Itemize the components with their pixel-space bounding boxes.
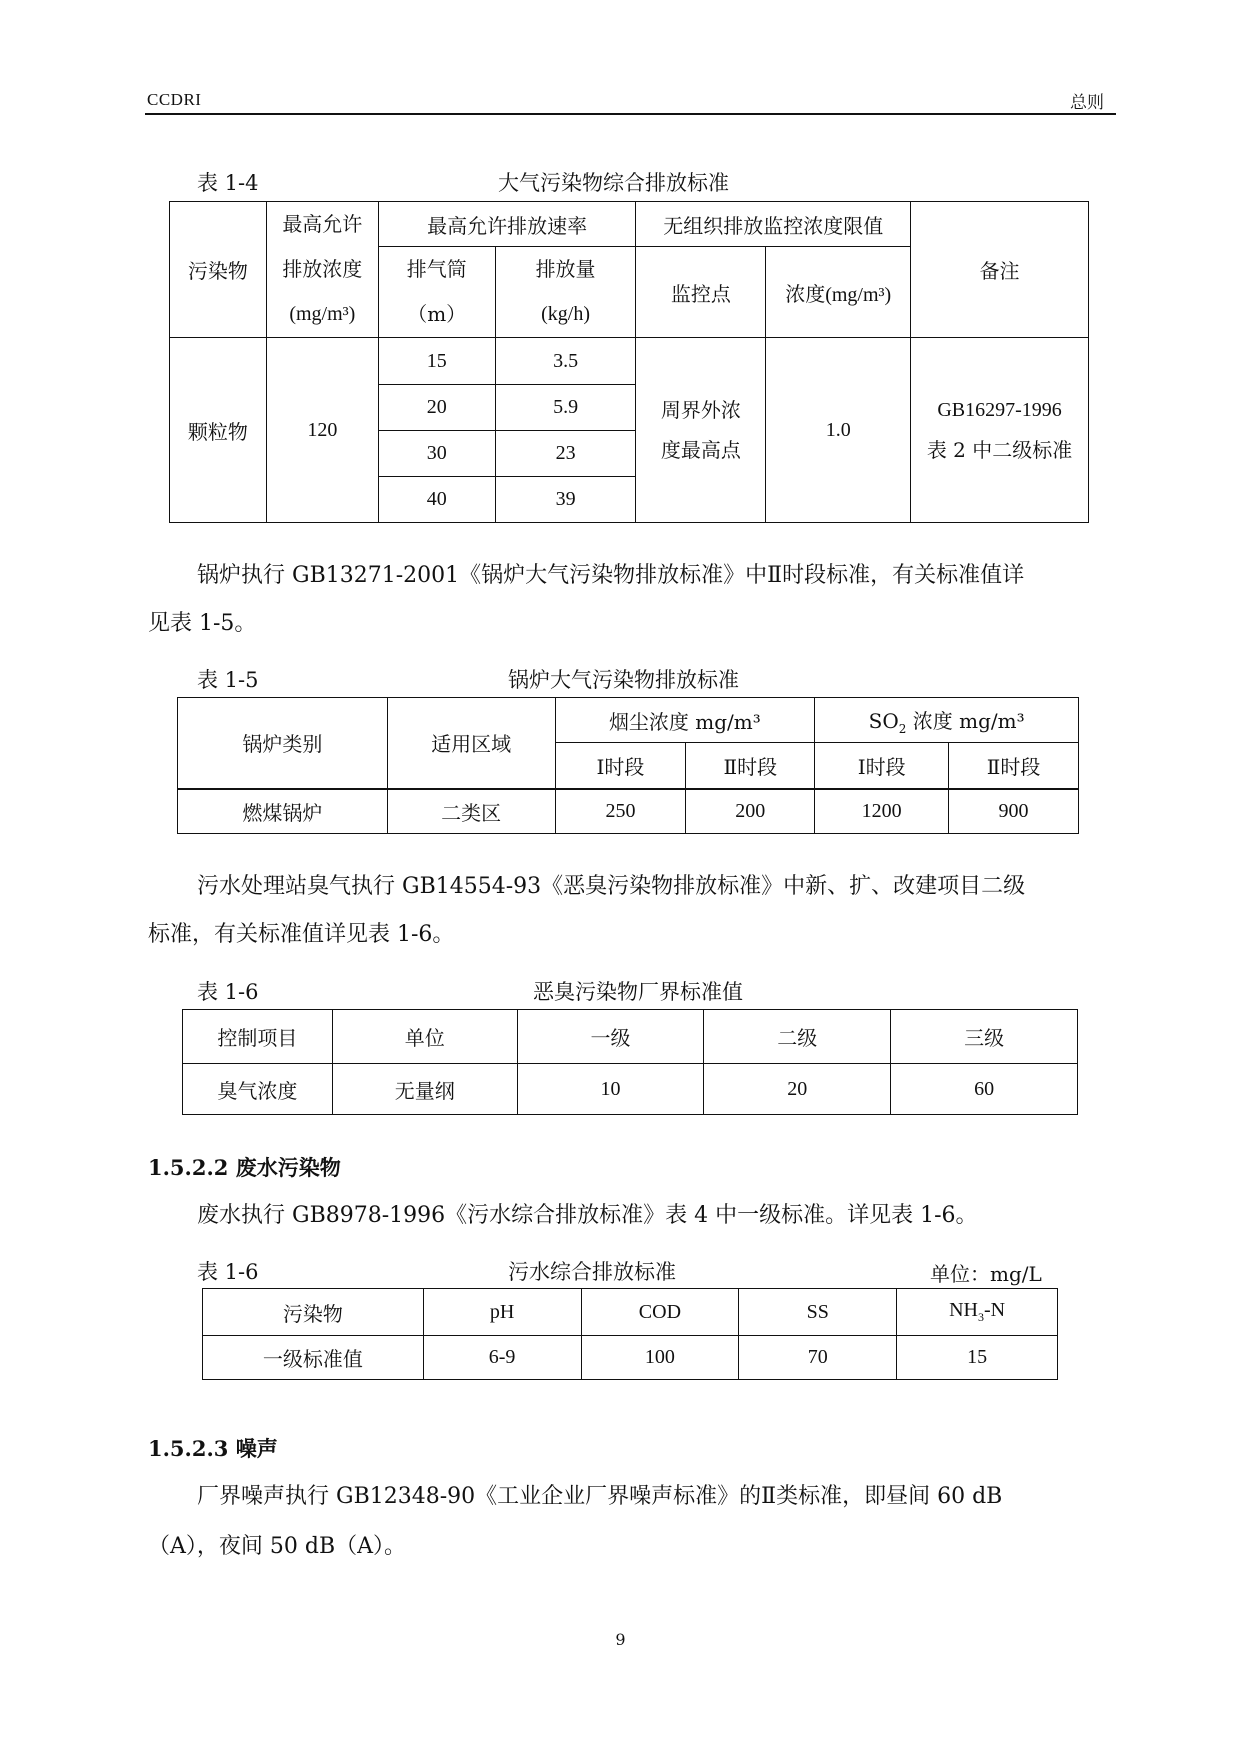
nh3-text: -N [983,1299,1006,1321]
table-1-4-title: 大气污染物综合排放标准 [498,171,729,195]
col-note-header: 备注 [911,202,1089,338]
paragraph-wastewater: 废水执行 GB8978-1996《污水综合排放标准》表 4 中一级标准。详见表 1-6。 [197,1203,978,1228]
header-rule [145,113,1116,115]
paragraph-noise-line1: 厂界噪声执行 GB12348-90《工业企业厂界噪声标准》的Ⅱ类标准，即昼间 60 dB [197,1484,1003,1509]
table-1-6b-number: 表 1-6 [197,1260,259,1284]
col-period-header: Ⅰ时段 [555,743,686,789]
col-max-concentration-header [266,202,378,338]
table-1-6b-title: 污水综合排放标准 [508,1260,676,1284]
cell-monitor-point [636,338,766,523]
col-fugitive-header: 无组织排放监控浓度限值 [636,202,911,247]
so2-text: SO [868,708,899,733]
header-section: 总则 [1070,93,1104,113]
cell-value: 10 [517,1064,704,1115]
header-line: 排放量 [535,257,596,281]
col-pollutant-header: 污染物 [170,202,267,338]
col-area-header: 适用区域 [387,698,555,789]
col-dust-header: 烟尘浓度 mg/m³ [555,698,815,743]
section-heading-noise: 1.5.2.3 噪声 [148,1436,278,1461]
col-header: SS [739,1289,897,1336]
table-header-row [203,1289,1058,1336]
cell-unit: 无量纲 [332,1064,517,1115]
header-line: (mg/m³) [289,303,356,325]
col-boiler-type-header: 锅炉类别 [178,698,388,789]
col-header: 二级 [704,1010,891,1064]
header-org: CCDRI [147,90,202,109]
cell-concentration: 1.0 [766,338,911,523]
table-row [183,1064,1078,1115]
cell-note [911,338,1089,523]
table-1-4-number: 表 1-4 [197,171,259,195]
so2-text: 浓度 mg/m³ [906,708,1025,733]
cell-emission-rate: 3.5 [495,338,636,385]
cell-stack-height: 15 [378,338,495,385]
table-1-6a-title: 恶臭污染物厂界标准值 [533,980,743,1004]
cell-item: 臭气浓度 [183,1064,333,1115]
col-concentration-header: 浓度(mg/m³) [766,247,911,338]
cell-value: 1200 [815,789,949,834]
cell-line: 表 2 中二级标准 [926,438,1073,462]
col-header: COD [581,1289,739,1336]
cell-value: 900 [949,789,1079,834]
cell-value: 6-9 [423,1336,581,1380]
table-1-5 [177,697,1079,834]
col-header: 控制项目 [183,1010,333,1064]
cell-line: 周界外浓 [660,398,741,422]
table-1-6-wastewater [202,1288,1058,1380]
header-line: （m） [407,302,467,326]
cell-emission-rate: 23 [495,431,636,477]
header-line: 最高允许 [282,212,363,236]
table-1-4 [169,201,1089,523]
table-1-5-number: 表 1-5 [197,668,259,692]
nh3-text: NH [949,1299,978,1321]
col-header [897,1289,1058,1336]
paragraph-odor-line1: 污水处理站臭气执行 GB14554-93《恶臭污染物排放标准》中新、扩、改建项目二级 [197,874,1026,899]
col-so2-header [815,698,1079,743]
col-monitor-point-header: 监控点 [636,247,766,338]
table-row [178,789,1079,834]
cell-value: 200 [686,789,815,834]
table-1-5-title: 锅炉大气污染物排放标准 [508,668,739,692]
paragraph-boiler-line1: 锅炉执行 GB13271-2001《锅炉大气污染物排放标准》中Ⅱ时段标准，有关标准值详 [197,563,1025,588]
table-row [203,1336,1058,1380]
col-rate-header: 最高允许排放速率 [378,202,636,247]
cell-value: 15 [897,1336,1058,1380]
table-1-6-odor [182,1009,1078,1115]
col-header: 单位 [332,1010,517,1064]
paragraph-boiler-line2: 见表 1-5。 [148,611,257,636]
col-amount-header [495,247,636,338]
cell-line: GB16297-1996 [937,399,1062,421]
col-period-header: Ⅱ时段 [949,743,1079,789]
table-1-6b-unit: 单位：mg/L [930,1262,1042,1286]
header-line: 排气筒 [406,257,467,281]
cell-area: 二类区 [387,789,555,834]
col-header: 三级 [891,1010,1078,1064]
cell-stack-height: 20 [378,385,495,431]
cell-stack-height: 40 [378,477,495,523]
col-header: 一级 [517,1010,704,1064]
cell-max-concentration: 120 [266,338,378,523]
cell-emission-rate: 5.9 [495,385,636,431]
col-header: 污染物 [203,1289,424,1336]
so2-subscript: 2 [898,721,907,736]
cell-value: 60 [891,1064,1078,1115]
cell-item: 一级标准值 [203,1336,424,1380]
section-heading-wastewater: 1.5.2.2 废水污染物 [148,1155,341,1180]
table-header-row [183,1010,1078,1064]
page-number: 9 [615,1630,626,1649]
cell-emission-rate: 39 [495,477,636,523]
col-stack-header [378,247,495,338]
col-period-header: Ⅱ时段 [686,743,815,789]
cell-value: 70 [739,1336,897,1380]
col-period-header: Ⅰ时段 [815,743,949,789]
table-1-6a-number: 表 1-6 [197,980,259,1004]
header-line: (kg/h) [541,303,591,325]
header-line: 排放浓度 [282,257,363,281]
paragraph-odor-line2: 标准，有关标准值详见表 1-6。 [148,922,455,947]
cell-pollutant: 颗粒物 [170,338,267,523]
col-header: pH [423,1289,581,1336]
table-row [170,338,1089,385]
cell-value: 20 [704,1064,891,1115]
cell-value: 100 [581,1336,739,1380]
cell-stack-height: 30 [378,431,495,477]
nh3-subscript: 3 [977,1310,984,1324]
cell-value: 250 [555,789,686,834]
cell-boiler-type: 燃煤锅炉 [178,789,388,834]
paragraph-noise-line2: （A），夜间 50 dB（A）。 [148,1534,407,1559]
cell-line: 度最高点 [660,438,741,462]
